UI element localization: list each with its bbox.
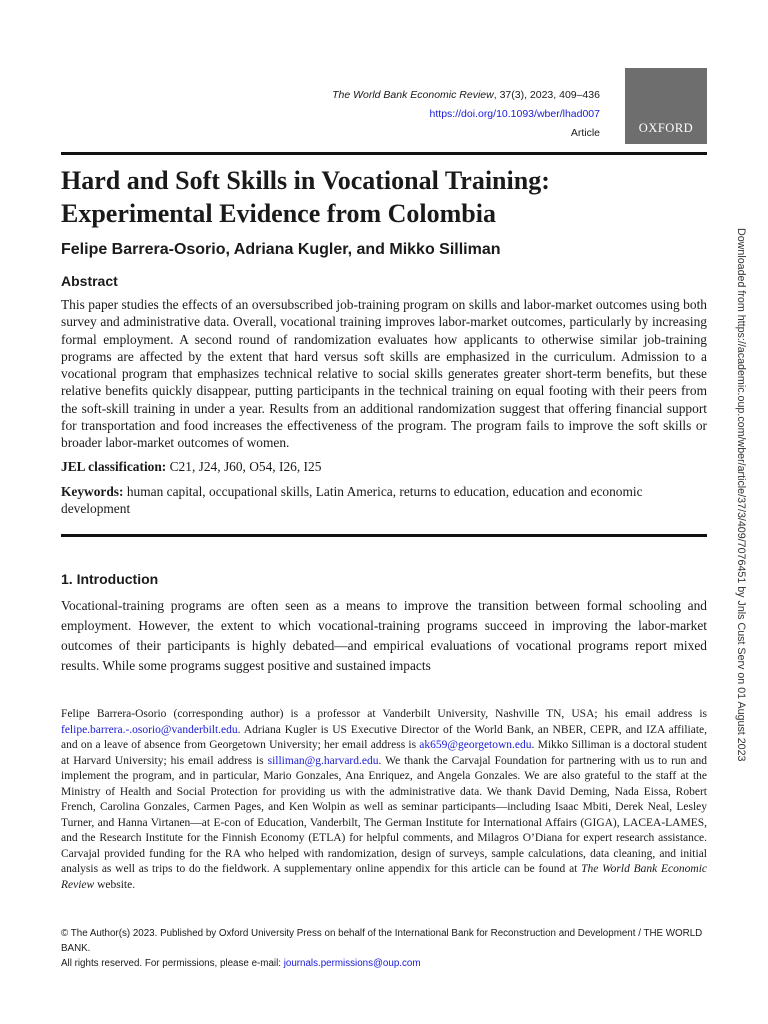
journal-citation bbox=[332, 86, 600, 105]
introduction-text: Vocational-training programs are often seen as a means to improve the transition between formal schooling and employment. However, the extent to which vocational-training programs succeed in improving the labor-market outcomes of their participants is highly debated—and empirical evaluations of vocational programs report mixed results. While some programs suggest positive and sustained impacts bbox=[61, 598, 707, 673]
section-heading-introduction: 1. Introduction bbox=[61, 571, 159, 587]
article-type: Article bbox=[570, 127, 600, 139]
jel-classification bbox=[61, 458, 707, 475]
email-link-kugler[interactable]: ak659@georgetown.edu bbox=[419, 739, 532, 751]
footnote-part-3: . Mikko Silliman is a doctoral student at Harvard University; his email address is bbox=[61, 739, 707, 767]
author-footnote bbox=[61, 707, 707, 893]
footnote-journal-name: The World Bank Economic Review bbox=[61, 863, 707, 891]
keywords-label: Keywords: bbox=[61, 484, 124, 499]
footnote-part-1: Felipe Barrera-Osorio (corresponding author) is a professor at Vanderbilt University, Nashville TN, USA; his email address is bbox=[61, 708, 707, 720]
keywords-list: human capital, occupational skills, Latin America, returns to education, education and economic development bbox=[61, 484, 643, 517]
download-notice: Downloaded from https://academic.oup.com/wber/article/37/3/409/7076451 by Jnls Cust Serv on 01 August 2023 bbox=[735, 228, 747, 762]
copyright-line-1: © The Author(s) 2023. Published by Oxford University Press on behalf of the International Bank for Reconstruction and Development / THE WORLD BANK. bbox=[61, 928, 703, 954]
oxford-logo bbox=[625, 68, 707, 144]
journal-name: The World Bank Economic Review bbox=[332, 89, 494, 101]
permissions-email-link[interactable]: journals.permissions@oup.com bbox=[283, 958, 421, 969]
permissions-text: All rights reserved. For permissions, please e-mail: bbox=[61, 958, 284, 969]
keywords bbox=[61, 483, 707, 518]
footnote-part-4: . We thank the Carvajal Foundation for partnering with us to run and implement the program, and in particular, Mario Gonzales, Ana Enriquez, and Angela Gonzales. We are also grateful to the staff at the Ministry of Health and Social Protection for providing us with the administrative data. We thank David Deming, Nada Eissa, Robert French, Carolina Gonzales, Carmen Pages, and Ken Wolpin as well as seminar participants—including Isaac Mbiti, Derek Neal, Lesley Turner, and Hanna Virtanen—at E-con of Education, Vanderbilt, The German Institute for International Affairs (GIGA), LACEA-LAMES, and the Research Institute for the Finnish Economy (ETLA) for helpful comments, and Milagros O’Diana for expert research assistance. Carvajal provided funding for the RA who helped with randomization, design of surveys, sample calculations, data cleaning, and initial analysis as well as trips to do the fieldwork. A supplementary online appendix for this article can be found at bbox=[61, 754, 707, 875]
footnote-part-2: . Adriana Kugler is US Executive Director of the World Bank, an NBER, CEPR, and IZA affiliate, and on a leave of absence from Georgetown University; her email address is bbox=[61, 723, 707, 751]
top-rule bbox=[61, 152, 707, 155]
oxford-logo-text: OXFORD bbox=[638, 121, 694, 135]
journal-volume: , 37(3), 2023, 409–436 bbox=[493, 89, 600, 101]
email-link-silliman[interactable]: silliman@g.harvard.edu bbox=[267, 754, 379, 767]
author-list: Felipe Barrera-Osorio, Adriana Kugler, and Mikko Silliman bbox=[61, 241, 501, 258]
footnote-part-5: website. bbox=[94, 878, 136, 891]
section-rule bbox=[61, 534, 707, 537]
journal-header bbox=[332, 86, 600, 143]
jel-codes: C21, J24, J60, O54, I26, I25 bbox=[166, 459, 322, 474]
copyright-line-2 bbox=[61, 956, 721, 971]
paper-title: Hard and Soft Skills in Vocational Training: Experimental Evidence from Colombia bbox=[61, 166, 550, 228]
abstract-heading: Abstract bbox=[61, 273, 118, 289]
jel-label: JEL classification: bbox=[61, 459, 167, 474]
doi-link[interactable]: https://doi.org/10.1093/wber/lhad007 bbox=[429, 108, 600, 120]
email-link-barrera[interactable]: felipe.barrera.-.osorio@vanderbilt.edu bbox=[61, 723, 238, 736]
copyright-notice bbox=[61, 926, 721, 971]
abstract-text: This paper studies the effects of an oversubscribed job-training program on skills and labor-market outcomes using both survey and administrative data. Overall, vocational training improves labor-market outcomes, particularly by increasing formal employment. A second round of randomization evaluates how applicants to otherwise similar job-training programs are affected by the extent that hard versus soft skills are emphasized in the curriculum. Admission to a vocational program that emphasizes technical relative to social skills generates greater short-term benefits, but these relative benefits quickly disappear, putting participants in the technical training on equal footing with their peers from the soft-skill training in under a year. Results from an additional randomization suggest that offering financial support for transportation and food increases the effectiveness of the program. The program fails to improve the soft skills or broader labor-market outcomes of women. bbox=[61, 297, 707, 451]
